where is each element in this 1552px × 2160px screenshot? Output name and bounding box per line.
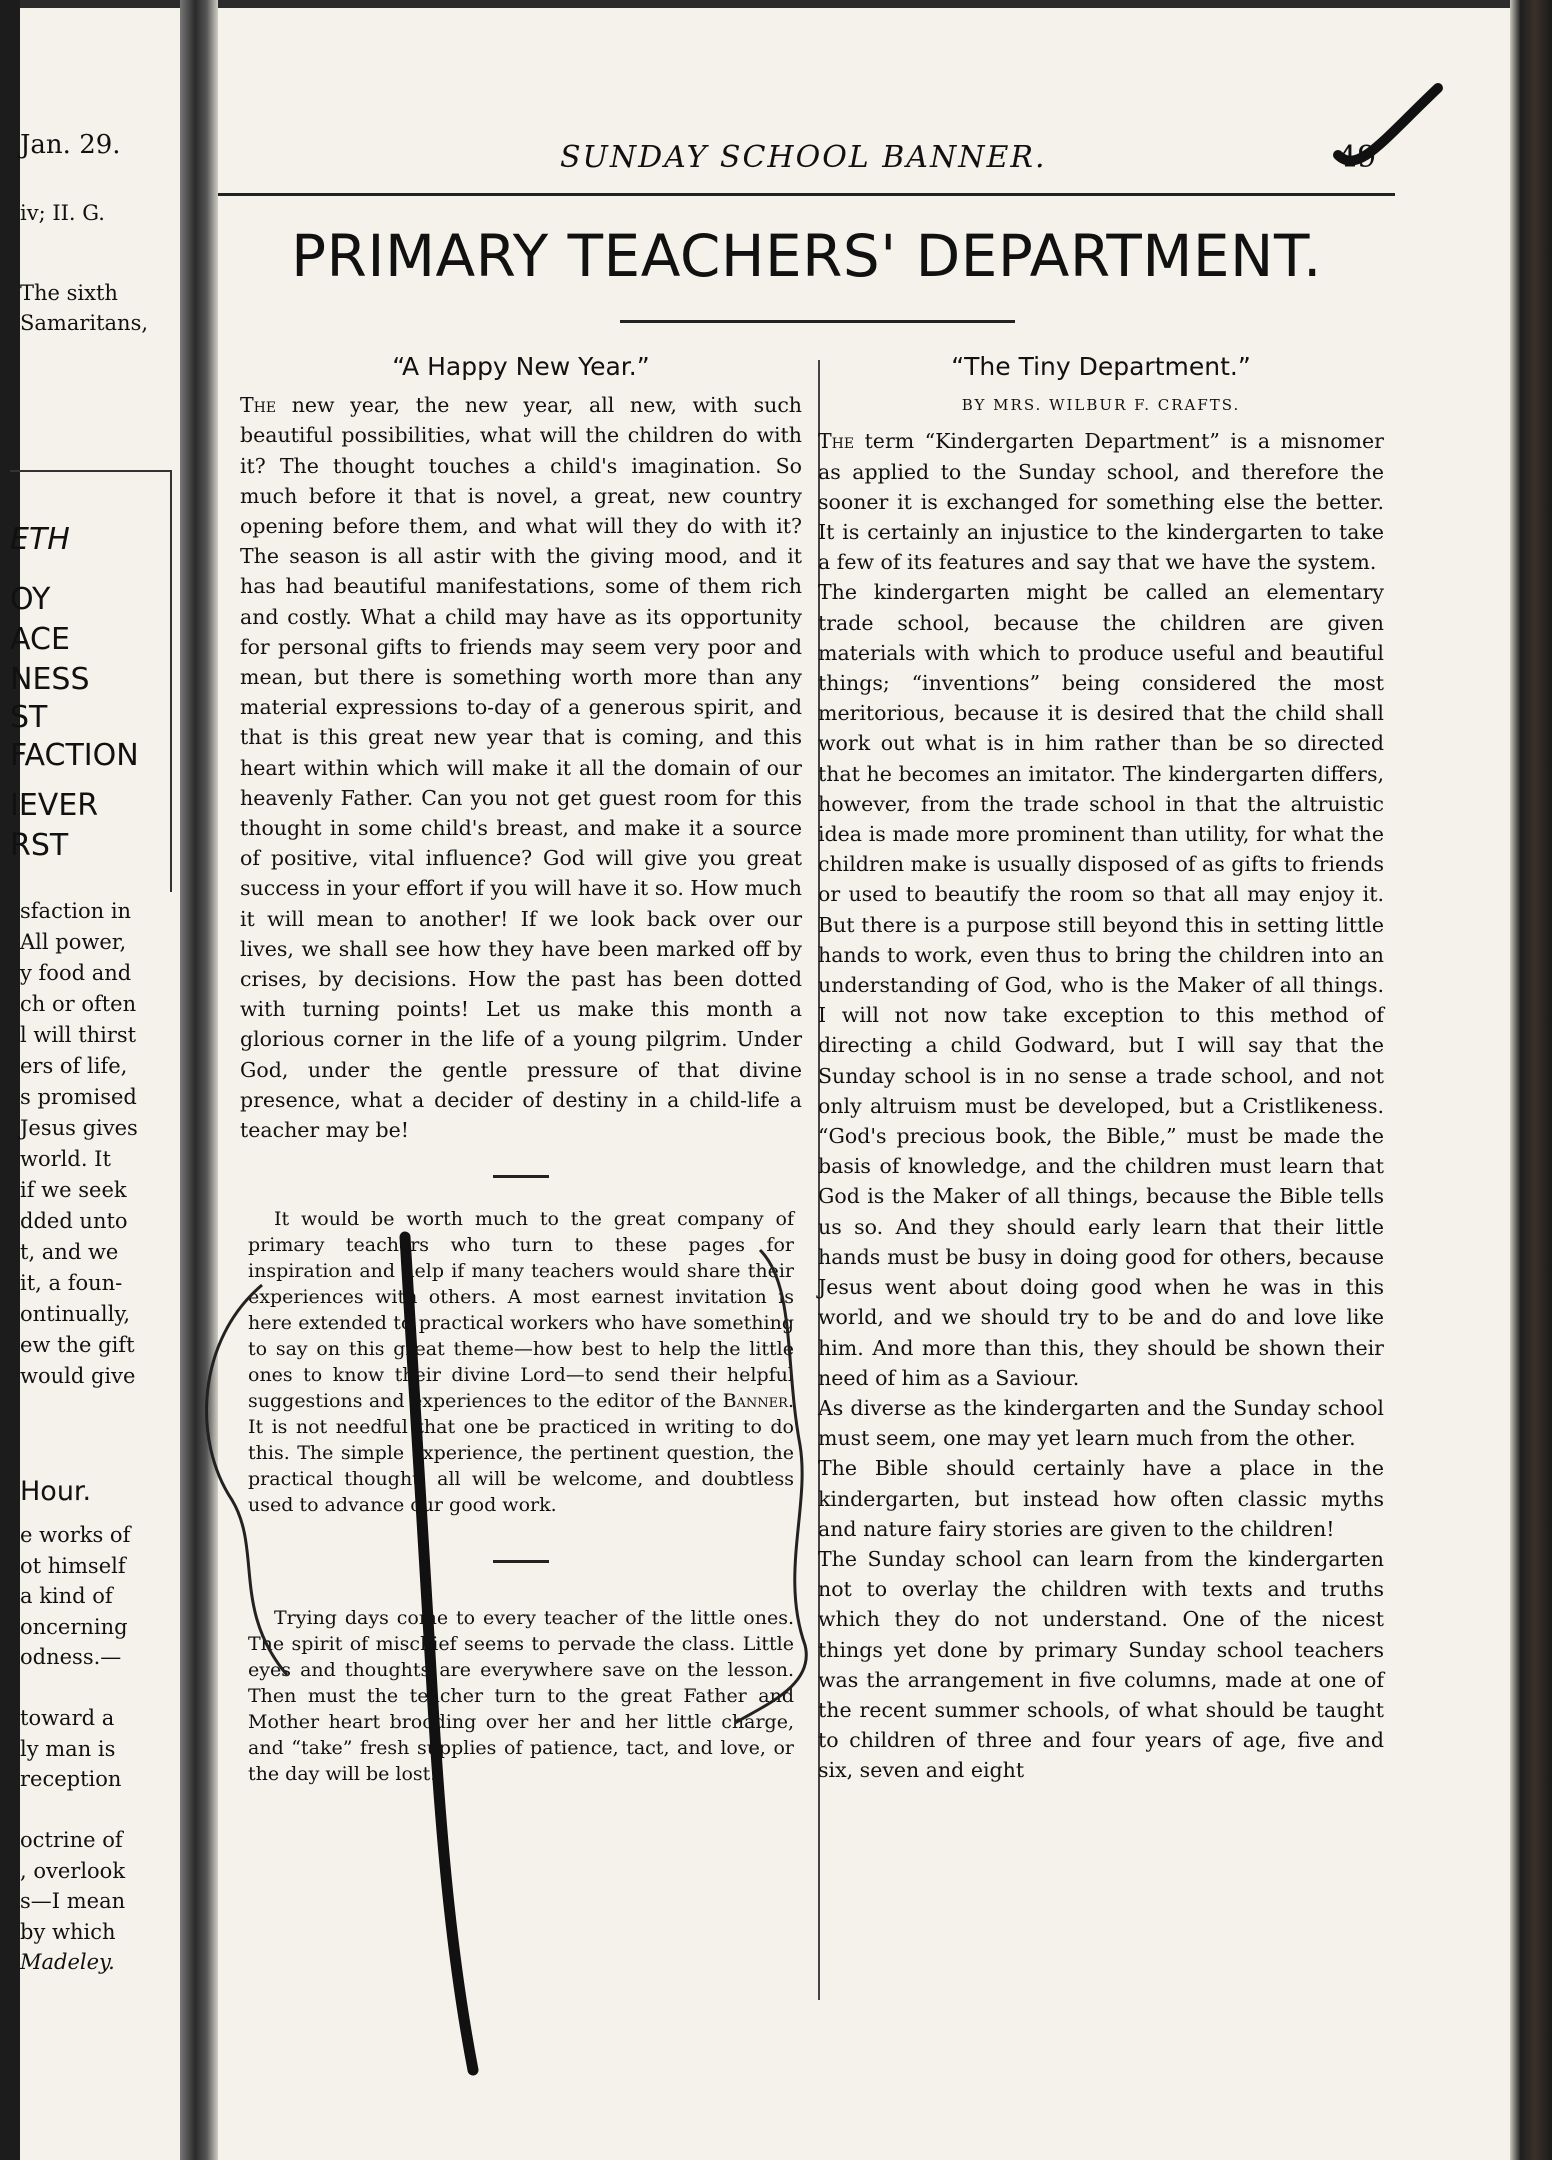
book-edge-left — [0, 0, 20, 2160]
article-paragraph: The Sunday school can learn from the kindergarten not to overlay the children with texts and truths which they do not understand. One of the nicest things yet done by primary Sunday school teachers was the arrangement in five columns, made at one of the recent summer schools, of what should be taught to children of three and four years of age, five and six, seven and eight — [818, 1546, 1384, 1783]
left-page-line: t, and we — [20, 1240, 119, 1264]
article-paragraph: Trying days come to every teacher of the little ones. The spirit of mischief seems to pervade the class. Little eyes and thoughts are everywhere save on the lesson. Then must the teacher turn to the great Father and Mother heart brooding over her and her little charge, and “take” fresh supplies of patience, tact, and love, or the day will be lost. — [248, 1607, 794, 1786]
left-page-line: Jesus gives — [20, 1116, 138, 1140]
left-page-line: Madeley. — [20, 1950, 115, 1974]
article-heading-happy-new-year: “A Happy New Year.” — [392, 352, 650, 381]
book-gutter — [180, 0, 218, 2160]
left-page-line: All power, — [20, 930, 127, 954]
lead-word: The — [240, 393, 277, 418]
left-page-line: world. It — [20, 1147, 111, 1171]
left-page-advert-box — [10, 470, 172, 892]
left-page-date: Jan. 29. — [20, 130, 121, 160]
department-title: PRIMARY TEACHERS' DEPARTMENT. — [291, 222, 1322, 290]
byline: BY MRS. WILBUR F. CRAFTS. — [961, 396, 1241, 415]
left-page-line: ly man is — [20, 1736, 116, 1761]
section-rule — [493, 1175, 549, 1178]
section-rule — [493, 1560, 549, 1563]
article-heading-tiny-department: “The Tiny Department.” — [951, 352, 1251, 381]
left-page-line: oncerning — [20, 1614, 128, 1639]
left-page-line: octrine of — [20, 1828, 123, 1852]
advert-line: ETH — [10, 522, 70, 557]
left-page-line: The sixth — [20, 281, 118, 305]
left-page-line: ot himself — [20, 1553, 126, 1578]
left-page-line: ew the gift — [20, 1333, 135, 1357]
left-page-line: l will thirst — [20, 1023, 137, 1047]
left-page-line: , overlook — [20, 1858, 126, 1883]
left-page-line: e works of — [20, 1523, 131, 1547]
left-page-line: toward a — [20, 1706, 115, 1730]
left-page-line: iv; II. G. — [20, 201, 105, 225]
book-top-edge — [0, 0, 1552, 8]
left-page-line: ers of life, — [20, 1054, 128, 1078]
left-page-line: a kind of — [20, 1584, 113, 1608]
advert-line: IEVER — [10, 788, 99, 823]
left-page-line: s—I mean — [20, 1889, 126, 1913]
advert-line: NESS — [10, 662, 90, 697]
left-page-line: odness.— — [20, 1645, 122, 1669]
left-page-line: s promised — [20, 1085, 137, 1109]
left-page-line: ontinually, — [20, 1302, 131, 1326]
book-edge-right — [1510, 0, 1552, 2160]
left-page-fragment — [10, 0, 180, 2160]
right-column — [818, 352, 1384, 1786]
left-page-line: y food and — [20, 961, 132, 985]
paragraph-text: . It is not needful that one be practiced in writing to do this. The simple experience, the pertinent question, the practical thought, all will be welcome, and doubtless used to advance our good work. — [248, 1390, 794, 1517]
invitation-paragraph — [240, 1206, 802, 1518]
advert-line: ST — [10, 700, 48, 735]
article-paragraph: As diverse as the kindergarten and the Sunday school must seem, one may yet learn much from the other. — [818, 1395, 1384, 1451]
left-page-line: reception — [20, 1767, 122, 1791]
left-page-line: sfaction in — [20, 899, 132, 923]
running-title: SUNDAY SCHOOL BANNER. — [560, 140, 1047, 175]
advert-line: OY — [10, 582, 51, 617]
left-column — [240, 352, 802, 1787]
banner-name: Banner — [722, 1390, 788, 1413]
advert-line: FACTION — [10, 738, 139, 773]
lead-word: The — [818, 429, 855, 454]
left-page-hour-heading: Hour. — [20, 1476, 92, 1507]
left-page-line: if we seek — [20, 1178, 127, 1202]
article-paragraph — [240, 390, 802, 1145]
header-rule — [218, 193, 1395, 196]
advert-line: RST — [10, 828, 69, 863]
left-page-line: ch or often — [20, 992, 137, 1016]
article-paragraph: The Bible should certainly have a place in the kindergarten, but instead how often classic myths and nature fairy stories are given to the children! — [818, 1456, 1384, 1541]
left-page-line: by which — [20, 1919, 116, 1944]
advert-line: ACE — [10, 622, 70, 657]
page-number: 49 — [1338, 140, 1377, 175]
paragraph-text: It would be worth much to the great company of primary teachers who turn to these pages for inspiration and help if many teachers would share their experiences with others. A most earnest invitation is here extended to practical workers who have something to say on this great theme—how best to help the little ones to know their divine Lord—to send their helpful suggestions and experiences to the editor of the — [248, 1208, 794, 1413]
pen-stroke-mark — [393, 1235, 483, 2075]
left-page-line: Samaritans, — [20, 311, 149, 335]
article-paragraph: The kindergarten might be called an elementary trade school, because the children are given materials with which to produce useful and beautiful things; “inventions” being considered the most meritorious, because it is desired that the child shall work out what is in him rather than be so directed that he becomes an imitator. The kindergarten differs, however, from the trade school in that the altruistic idea is made more prominent than utility, for what the children make is usually disposed of as gifts to friends or used to beautify the room so that all may enjoy it. But there is a purpose still beyond this in setting little hands to work, even thus to bring the children into an understanding of God, who is the Maker of all things. I will not now take exception to this method of directing a child Godward, but I will say that the Sunday school is in no sense a trade school, and not only altruism must be developed, but a Cristlikeness. “God's precious book, the Bible,” must be made the basis of knowledge, and the children must learn that God is the Maker of all things, because the Bible tells us so. And they should early learn that their little hands must be busy in doing good for others, because Jesus went about doing good when he was in this world, and we should try to be and do and love like him. And more than this, they should be shown their need of him as a Saviour. — [818, 580, 1384, 1390]
paragraph-text: term “Kindergarten Department” is a misnomer as applied to the Sunday school, and therefore the sooner it is exchanged for something else the better. It is certainly an injustice to the kindergarten to take a few of its features and say that we have the system. — [818, 429, 1384, 575]
pencil-bracket-right — [722, 1245, 845, 1725]
left-page-line: dded unto — [20, 1209, 128, 1233]
article-paragraph — [818, 426, 1384, 577]
left-page-line: it, a foun- — [20, 1271, 123, 1295]
ink-check-mark — [1328, 80, 1448, 180]
left-page-line: would give — [20, 1364, 136, 1388]
title-rule — [620, 320, 1015, 323]
pencil-bracket-left — [192, 1280, 292, 1680]
paragraph-text: new year, the new year, all new, with such beautiful possibilities, what will the children do with it? The thought touches a child's imagination. So much before it that is novel, a great, new country opening before them, and what will they do with it? The season is all astir with the giving mood, and it has had beautiful manifestations, some of them rich and costly. What a child may have as its opportunity for personal gifts to friends may seem very poor and mean, but there is something worth more than any material expressions to-day of a generous spirit, and that is this great new year that is coming, and this heart within which will make it all the domain of our heavenly Father. Can you not get guest room for this thought in some child's breast, and make it a source of positive, vital influence? God will give you great success in your effort if you will have it so. How much it will mean to another! If we look back over our lives, we shall see how they have been marked off by crises, by decisions. How the past has been dotted with turning points! Let us make this month a glorious corner in the life of a young pilgrim. Under God, under the gentle pressure of that divine presence, what a decider of destiny in a child-life a teacher may be! — [240, 393, 802, 1143]
